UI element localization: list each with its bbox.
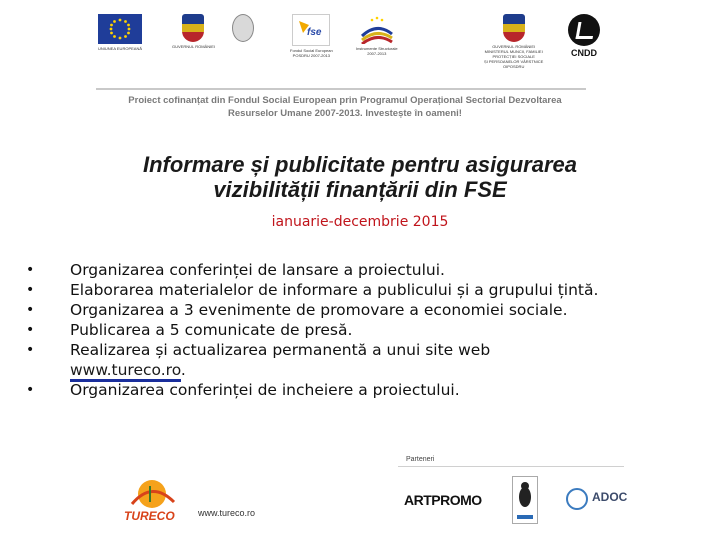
partners-divider [398, 466, 624, 467]
ministry-muncii-logo [484, 14, 543, 69]
logo-caption: GUVERNUL ROMÂNIEI MINISTERUL MUNCII, FAMILIEI PROTECȚIEI SOCIALE ȘI PERSOANELOR VÂRSTNICE OIPOSDRU [484, 44, 544, 69]
banner-line-1: Proiect cofinanțat din Fondul Social European prin Programul Operațional Sectorial Dezvoltarea [128, 95, 562, 106]
bullet-icon: • [26, 342, 35, 358]
list-item: • Organizarea conferinței de incheiere a proiectului. [26, 381, 460, 399]
cndd-caption: CNDD [571, 48, 597, 58]
list-item: • Elaborarea materialelor de informare a publicului și a grupului țintă. [26, 281, 599, 299]
bullet-icon: • [26, 322, 35, 338]
coat-of-arms-icon [182, 14, 204, 42]
eu-flag-icon [98, 14, 142, 44]
logo-caption: Instrumente Structurale 2007-2013 [356, 46, 398, 56]
tureco-sun-icon [122, 474, 188, 522]
title-line-2: vizibilității finanțării din FSE [213, 177, 507, 202]
artpromo-logo: ARTPROMO [404, 492, 482, 508]
logo-caption: GUVERNUL ROMÂNIEI [172, 44, 215, 49]
list-item: • Realizarea și actualizarea permanentă a unui site web www.tureco.ro. [26, 340, 716, 380]
partners-label: Parteneri [406, 456, 435, 463]
government-logo [172, 14, 215, 49]
list-item: • Organizarea conferinței de lansare a proiectului. [26, 261, 445, 279]
tureco-logo [122, 474, 188, 522]
svg-text:fse: fse [307, 27, 322, 38]
bird-logo-icon [512, 476, 538, 524]
title-line-1: Informare și publicitate pentru asigurarea [142, 152, 577, 177]
instrumente-structurale-logo [356, 14, 398, 56]
logo-caption: Fondul Social European POSDRU 2007-2013 [290, 48, 333, 58]
bullet-icon: • [26, 382, 35, 398]
slide-subtitle: ianuarie-decembrie 2015 [271, 214, 449, 230]
list-item: • Organizarea a 3 evenimente de promovare a economiei sociale. [26, 301, 568, 319]
cndd-icon [568, 14, 600, 46]
adoc-logo: ADOC [592, 490, 628, 504]
fse-logo-icon [292, 14, 330, 46]
eu-logo [98, 14, 142, 51]
activity-list [26, 260, 716, 400]
tureco-brand: TURECO [124, 509, 175, 522]
banner-line-2: Resurselor Umane 2007-2013. Investește în oameni! [228, 108, 462, 119]
website-link[interactable]: www.tureco.ro [70, 361, 181, 382]
funding-banner [100, 94, 590, 120]
tureco-url: www.tureco.ro [198, 508, 256, 518]
bullet-icon: • [26, 262, 35, 278]
banner-divider [96, 88, 586, 90]
coat-of-arms-icon [503, 14, 525, 42]
adoc-icon [566, 488, 588, 510]
fse-logo [290, 14, 333, 58]
seal-icon [232, 14, 254, 42]
star-flag-icon [358, 14, 396, 44]
ministry-logo [232, 14, 254, 42]
bullet-icon: • [26, 282, 35, 298]
logo-caption: UNIUNEA EUROPEANĂ [98, 46, 143, 51]
list-item: • Publicarea a 5 comunicate de presă. [26, 321, 353, 339]
cndd-logo [568, 14, 600, 58]
slide-title [80, 152, 640, 202]
bullet-icon: • [26, 302, 35, 318]
